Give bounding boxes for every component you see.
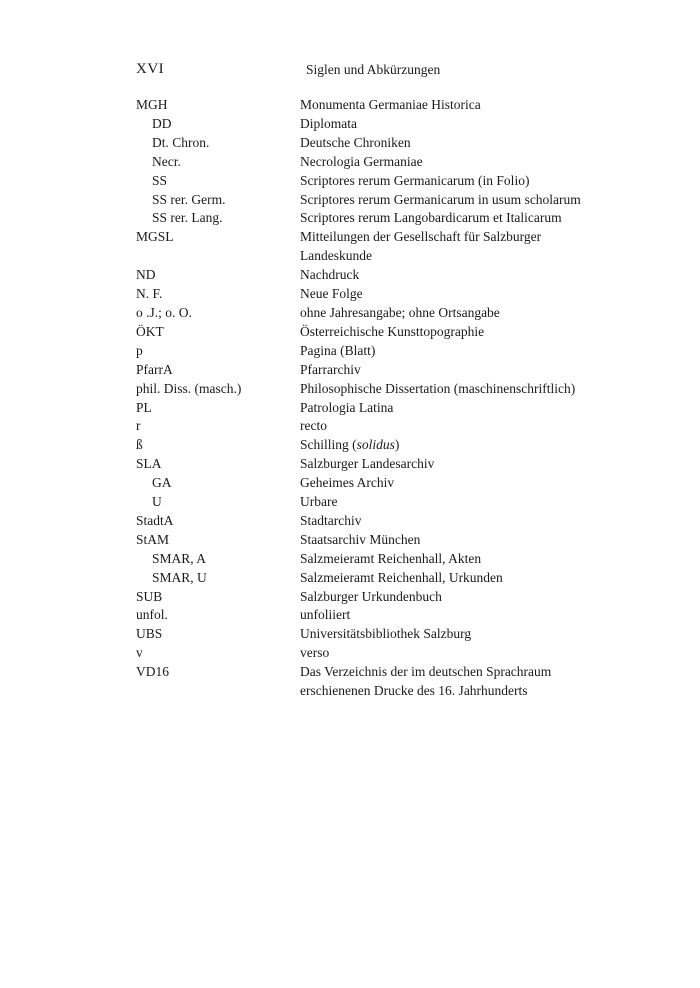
abbreviation-key: ND	[136, 267, 156, 283]
abbreviation-expansion: Pagina (Blatt)	[300, 342, 376, 358]
page-number: XVI	[136, 61, 165, 77]
abbreviation-key: GA	[152, 475, 172, 491]
abbreviation-row	[136, 96, 636, 115]
abbreviation-row	[136, 417, 636, 436]
abbreviation-expansion: Pfarrarchiv	[300, 361, 361, 377]
abbreviation-key: U	[152, 494, 162, 510]
abbreviation-expansion: Philosophische Dissertation (maschinenschriftlich)	[300, 380, 576, 396]
expansion-italic-text: solidus	[356, 437, 395, 453]
abbreviation-key: unfol.	[136, 607, 168, 623]
abbreviation-row	[136, 474, 636, 493]
abbreviation-row	[136, 342, 636, 361]
abbreviation-expansion: Das Verzeichnis der im deutschen Sprachraum erschienenen Drucke des 16. Jahrhunderts	[300, 664, 552, 699]
abbreviation-key: v	[136, 645, 143, 661]
running-title: Siglen und Abkürzungen	[306, 62, 441, 77]
abbreviation-row	[136, 209, 636, 228]
abbreviation-key: ÖKT	[136, 323, 164, 339]
abbreviation-expansion	[300, 436, 636, 455]
abbreviation-expansion: unfoliiert	[300, 607, 351, 623]
abbreviation-key: SMAR, A	[152, 550, 207, 566]
abbreviation-row	[136, 625, 636, 644]
abbreviation-expansion: Urbare	[300, 494, 338, 510]
abbreviation-row	[136, 323, 636, 342]
abbreviation-row	[136, 285, 636, 304]
abbreviation-expansion: Staatsarchiv München	[300, 531, 421, 547]
abbreviation-key: VD16	[136, 664, 169, 680]
abbreviation-key: r	[136, 418, 141, 434]
abbreviation-key: UBS	[136, 626, 163, 642]
abbreviation-key: o .J.; o. O.	[136, 304, 192, 320]
abbreviation-row	[136, 380, 636, 399]
abbreviation-expansion: Scriptores rerum Langobardicarum et Italicarum	[300, 210, 562, 226]
abbreviation-row	[136, 644, 636, 663]
abbreviation-row	[136, 115, 636, 134]
abbreviation-expansion: Scriptores rerum Germanicarum in usum scholarum	[300, 191, 581, 207]
abbreviation-key: ß	[136, 437, 143, 453]
abbreviation-expansion: Scriptores rerum Germanicarum (in Folio)	[300, 172, 530, 188]
expansion-text: Schilling (	[300, 437, 357, 453]
abbreviation-expansion: Neue Folge	[300, 286, 363, 302]
abbreviation-expansion: Geheimes Archiv	[300, 475, 395, 491]
abbreviation-expansion: Salzburger Landesarchiv	[300, 456, 435, 472]
abbreviation-expansion: Salzburger Urkundenbuch	[300, 588, 442, 604]
abbreviation-key: StadtA	[136, 512, 174, 528]
abbreviation-row	[136, 455, 636, 474]
abbreviation-expansion: Nachdruck	[300, 267, 360, 283]
abbreviation-key: Dt. Chron.	[152, 134, 210, 150]
abbreviation-key: SLA	[136, 456, 162, 472]
abbreviation-key: SUB	[136, 588, 163, 604]
abbreviation-expansion: Diplomata	[300, 115, 357, 131]
abbreviation-list	[136, 96, 636, 701]
abbreviation-row	[136, 153, 636, 172]
abbreviation-row	[136, 191, 636, 210]
abbreviation-expansion: Patrologia Latina	[300, 399, 394, 415]
abbreviation-row	[136, 399, 636, 418]
abbreviation-expansion: Österreichische Kunsttopographie	[300, 323, 485, 339]
abbreviation-row	[136, 436, 636, 455]
abbreviation-row	[136, 606, 636, 625]
abbreviation-key: phil. Diss. (masch.)	[136, 380, 242, 396]
abbreviation-row	[136, 134, 636, 153]
abbreviation-key: PL	[136, 399, 152, 415]
abbreviation-expansion: verso	[300, 645, 330, 661]
abbreviation-row	[136, 304, 636, 323]
abbreviation-expansion: Salzmeieramt Reichenhall, Urkunden	[300, 569, 503, 585]
abbreviation-expansion: Deutsche Chroniken	[300, 134, 411, 150]
abbreviation-expansion: Universitätsbibliothek Salzburg	[300, 626, 472, 642]
abbreviation-expansion: Salzmeieramt Reichenhall, Akten	[300, 550, 482, 566]
abbreviation-key: StAM	[136, 531, 170, 547]
abbreviation-row	[136, 569, 636, 588]
abbreviation-expansion: ohne Jahresangabe; ohne Ortsangabe	[300, 304, 500, 320]
abbreviation-key: Necr.	[152, 153, 181, 169]
abbreviation-row	[136, 550, 636, 569]
abbreviation-row	[136, 663, 636, 701]
abbreviation-key: SS rer. Lang.	[152, 210, 223, 226]
abbreviation-key: N. F.	[136, 286, 163, 302]
abbreviation-key: p	[136, 342, 143, 358]
abbreviation-key: SS	[152, 172, 168, 188]
abbreviation-key: DD	[152, 115, 172, 131]
abbreviation-key: PfarrA	[136, 361, 173, 377]
abbreviation-row	[136, 588, 636, 607]
abbreviation-key: SMAR, U	[152, 569, 207, 585]
abbreviation-row	[136, 531, 636, 550]
abbreviation-expansion: Mitteilungen der Gesellschaft für Salzburger Landeskunde	[300, 229, 542, 264]
expansion-text-after: )	[394, 437, 400, 453]
abbreviation-expansion: Monumenta Germaniae Historica	[300, 97, 481, 112]
abbreviation-row	[136, 361, 636, 380]
abbreviation-expansion: recto	[300, 418, 327, 434]
abbreviation-row	[136, 172, 636, 191]
abbreviation-row	[136, 266, 636, 285]
abbreviation-row	[136, 512, 636, 531]
abbreviation-key: MGH	[136, 97, 168, 112]
abbreviation-row	[136, 228, 636, 266]
abbreviation-expansion: Stadtarchiv	[300, 512, 362, 528]
abbreviation-expansion: Necrologia Germaniae	[300, 153, 423, 169]
abbreviation-row	[136, 493, 636, 512]
abbreviation-key: MGSL	[136, 229, 174, 245]
abbreviation-key: SS rer. Germ.	[152, 191, 226, 207]
